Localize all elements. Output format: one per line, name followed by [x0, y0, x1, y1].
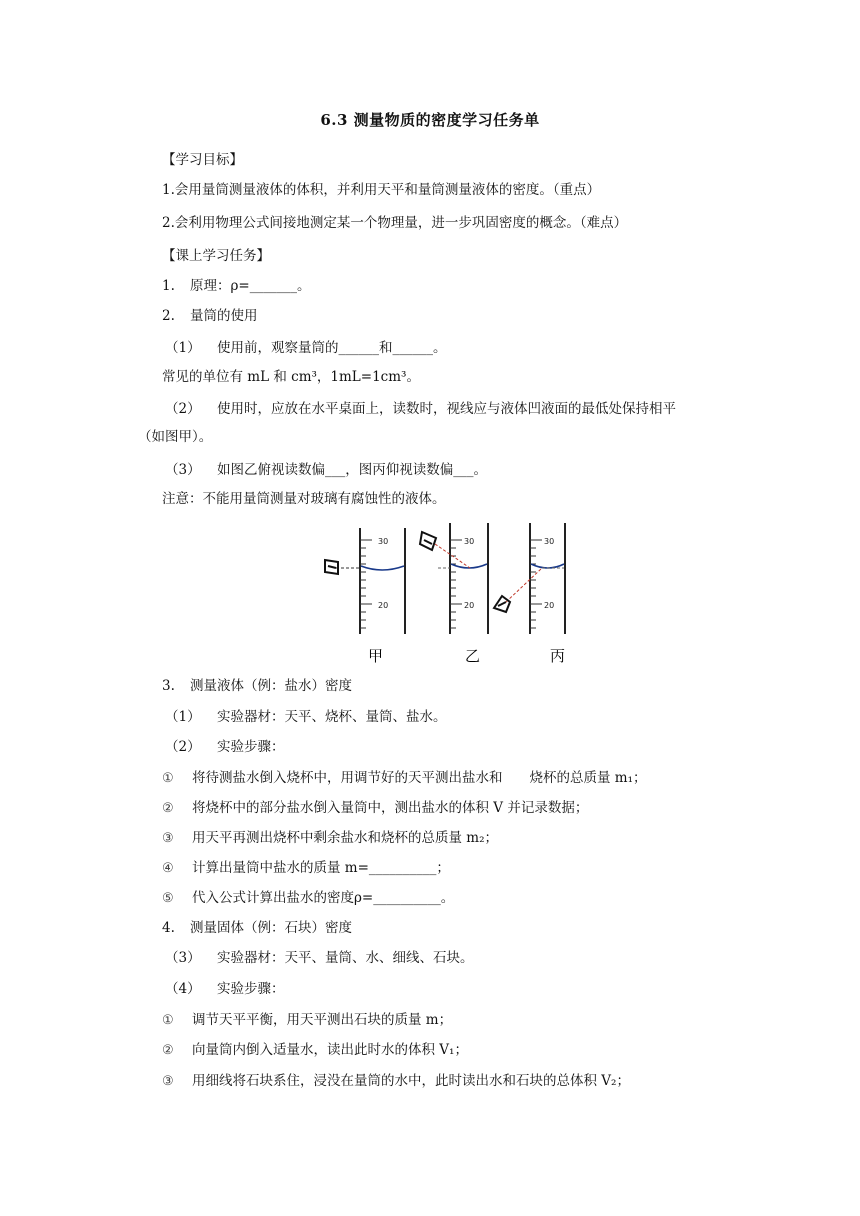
task-4-sub-3 — [165, 948, 474, 968]
sub-number: （3） — [165, 462, 201, 478]
tasks-heading: 【课上学习任务】 — [162, 248, 270, 264]
cylinder-reading-figure — [320, 518, 590, 668]
task-2-sub-2 — [165, 399, 676, 419]
sub-text: 实验步骤： — [217, 739, 285, 755]
task-2-sub-1 — [165, 338, 447, 358]
task-1 — [162, 276, 311, 296]
cylinder-yi — [420, 523, 488, 634]
step-marker: ③ — [162, 1074, 174, 1089]
task-3-step-2 — [162, 798, 588, 819]
task-4-number: 4. — [162, 920, 175, 936]
units-note: 常见的单位有 mL 和 cm³，1mL=1cm³。 — [162, 369, 420, 385]
scale-label: 20 — [378, 601, 389, 610]
task-3-step-5 — [162, 888, 454, 909]
objective-1: 1.会用量筒测量液体的体积，并利用天平和量筒测量液体的密度。（重点） — [162, 182, 601, 198]
task-4-step-3 — [162, 1071, 630, 1092]
cylinder-bing — [494, 523, 565, 634]
step-marker: ⑤ — [162, 891, 174, 906]
step-text: 用天平再测出烧杯中剩余盐水和烧杯的总质量 m₂； — [192, 830, 499, 846]
task-4-sub-4 — [165, 979, 285, 999]
task-3-number: 3. — [162, 678, 175, 694]
step-text: 计算出量筒中盐水的质量 m=__________； — [192, 860, 450, 876]
scale-label: 20 — [464, 601, 475, 610]
task-1-number: 1. — [162, 278, 175, 294]
figure-label-yi: 乙 — [465, 647, 481, 665]
sub-text: 实验器材：天平、量筒、水、细线、石块。 — [217, 950, 474, 966]
figure-label-bing: 丙 — [550, 647, 566, 665]
step-text: 用细线将石块系住，浸没在量筒的水中，此时读出水和石块的总体积 V₂； — [192, 1073, 630, 1089]
step-text: 将待测盐水倒入烧杯中，用调节好的天平测出盐水和 烧杯的总质量 m₁； — [192, 770, 647, 786]
eye-icon — [494, 596, 510, 612]
task-3-text: 测量液体（例：盐水）密度 — [190, 678, 352, 694]
task-2-sub-3 — [165, 460, 487, 480]
task-3-step-3 — [162, 828, 498, 849]
sub-number: （4） — [165, 981, 201, 997]
scale-label: 30 — [544, 537, 555, 546]
eye-icon — [420, 532, 436, 550]
sub-number: （3） — [165, 950, 201, 966]
step-marker: ② — [162, 801, 174, 816]
sub-text: 如图乙俯视读数偏___，图丙仰视读数偏___。 — [217, 462, 487, 478]
step-marker: ④ — [162, 861, 174, 876]
sub-number: （2） — [165, 401, 201, 417]
eye-icon — [325, 560, 338, 574]
step-marker: ② — [162, 1043, 174, 1058]
page-title: 6.3 测量物质的密度学习任务单 — [320, 111, 540, 129]
objective-2: 2.会利用物理公式间接地测定某一个物理量，进一步巩固密度的概念。（难点） — [162, 215, 628, 231]
task-2 — [162, 306, 258, 326]
step-text: 将烧杯中的部分盐水倒入量筒中，测出盐水的体积 V 并记录数据； — [192, 800, 589, 816]
task-4 — [162, 918, 352, 938]
task-2-number: 2. — [162, 308, 175, 324]
scale-label: 30 — [378, 537, 389, 546]
step-text: 代入公式计算出盐水的密度ρ=__________。 — [192, 890, 455, 906]
task-2-sub-2-continued: （如图甲）。 — [138, 429, 213, 445]
sub-text: 使用时，应放在水平桌面上，读数时，视线应与液体凹液面的最低处保持相平 — [217, 401, 676, 417]
sub-text: 实验步骤： — [217, 981, 285, 997]
task-1-text: 原理：ρ=_______。 — [190, 278, 311, 294]
step-marker: ③ — [162, 831, 174, 846]
sub-text: 实验器材：天平、烧杯、量筒、盐水。 — [217, 709, 447, 725]
step-marker: ① — [162, 771, 174, 786]
task-3-step-1 — [162, 768, 647, 789]
task-4-step-1 — [162, 1010, 452, 1031]
figure-label-jia: 甲 — [368, 647, 384, 665]
task-3-sub-2 — [165, 737, 285, 757]
sub-number: （1） — [165, 340, 201, 356]
scale-label: 30 — [464, 537, 475, 546]
task-3 — [162, 676, 352, 696]
task-2-text: 量筒的使用 — [190, 308, 258, 324]
task-3-step-4 — [162, 858, 450, 879]
step-text: 向量筒内倒入适量水，读出此时水的体积 V₁； — [192, 1042, 468, 1058]
task-4-step-2 — [162, 1040, 468, 1061]
sub-text: 使用前，观察量筒的______和______。 — [217, 340, 447, 356]
step-text: 调节天平平衡，用天平测出石块的质量 m； — [192, 1012, 453, 1028]
task-3-sub-1 — [165, 707, 447, 727]
caution-note: 注意：不能用量筒测量对玻璃有腐蚀性的液体。 — [162, 491, 446, 507]
objectives-heading: 【学习目标】 — [162, 152, 243, 168]
sub-number: （1） — [165, 709, 201, 725]
sub-number: （2） — [165, 739, 201, 755]
step-marker: ① — [162, 1013, 174, 1028]
task-4-text: 测量固体（例：石块）密度 — [190, 920, 352, 936]
scale-label: 20 — [544, 601, 555, 610]
cylinder-jia — [325, 528, 405, 634]
